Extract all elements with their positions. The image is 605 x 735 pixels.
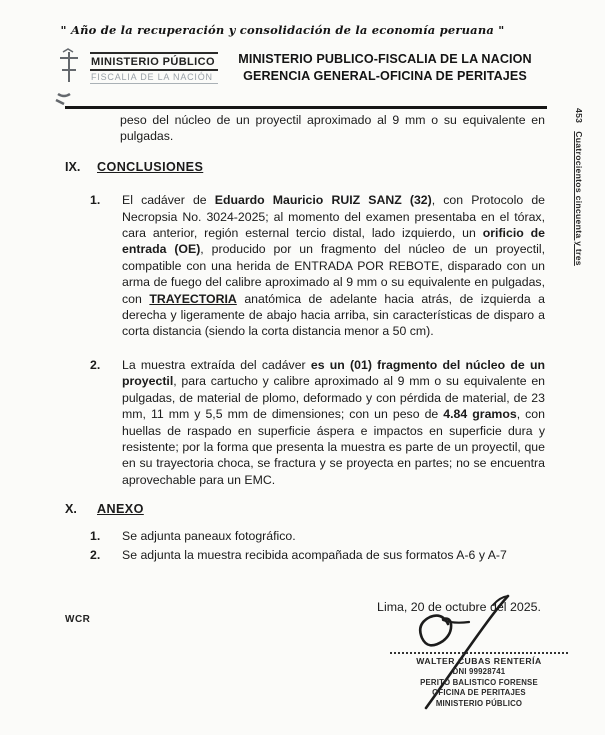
item-text: La muestra extraída del cadáver es un (01) fragmento del núcleo de un proyectil, para cartucho y calibre aproximado al 9 mm o su equivalente en pulgadas, de material de plomo, deformado y con pérdida de material, de 23 mm, 11 mm y 5,5 mm de dimensiones; con un peso de 4.84 gramos, con huellas de raspado en superficie áspera e impactos en superficie dura y resistente; por la forma que presenta la muestra es parte de un proyectil, que en su trayectoria choca, se fractura y se proyecta en partes; no se encuentra aprovechable para un EMC.	[122, 357, 545, 487]
annex-item-1	[65, 528, 545, 544]
year-motto: " Año de la recuperación y consolidación de la economía peruana "	[60, 23, 505, 37]
section-number: X.	[65, 502, 77, 517]
letterhead-line2: GERENCIA GENERAL-OFICINA DE PERITAJES	[243, 69, 527, 83]
item-number: 2.	[90, 547, 101, 562]
folio-number: 453	[574, 108, 584, 124]
section-title: CONCLUSIONES	[97, 159, 204, 174]
signer-role: PERITO BALISTICO FORENSE	[420, 677, 538, 687]
item-text: Se adjunta la muestra recibida acompañada de sus formatos A-6 y A-7	[122, 547, 507, 562]
dateline: Lima, 20 de octubre del 2025.	[377, 600, 541, 615]
carryover-paragraph: peso del núcleo de un proyectil aproximado al 9 mm o su equivalente en pulgadas.	[120, 113, 545, 144]
item-text: El cadáver de Eduardo Mauricio RUIZ SANZ (32), con Protocolo de Necropsia No. 3024-2025; al momento del examen presentaba en el tórax, cara anterior, región esternal tercio distal, lado izquierdo, un orificio de entrada (OE), producido por un fragmento del núcleo de un proyectil, compatible con una herida de ENTRADA POR REBOTE, disparado con un arma de fuego del calibre aproximado al 9 mm o su equivalente en pulgadas, con TRAYECTORIA anatómica de adelante hacia atrás, de izquierda a derecha y ligeramente de abajo hacia arriba, sin características de disparo a corta distancia (siendo la corta distancia menor a 50 cm).	[122, 193, 546, 339]
folio-margin-note	[574, 108, 584, 368]
signer-identity	[388, 652, 570, 709]
item-number: 1.	[90, 528, 101, 543]
letterhead-line1: MINISTERIO PUBLICO-FISCALIA DE LA NACION	[238, 52, 532, 66]
annex-list	[65, 528, 545, 564]
folio-words: Cuatrocientos cincuenta y tres	[574, 131, 584, 266]
item-text: Se adjunta paneaux fotográfico.	[122, 528, 296, 543]
signer-institution: MINISTERIO PÚBLICO	[435, 698, 523, 708]
header-divider	[65, 106, 547, 109]
signer-office: OFICINA DE PERITAJES	[432, 688, 526, 697]
logo-subtitle: FISCALIA DE LA NACIÓN	[90, 71, 218, 84]
letterhead	[222, 51, 548, 85]
initials-wcr: WCR	[65, 614, 91, 625]
item-number: 2.	[90, 357, 101, 372]
ministerio-publico-logo	[52, 48, 86, 113]
document-body	[65, 112, 545, 616]
section-title: ANEXO	[97, 502, 144, 517]
item-number: 1.	[90, 193, 101, 208]
section-conclusiones	[65, 159, 545, 175]
conclusion-item-2	[65, 357, 545, 488]
scales-of-justice-icon	[52, 48, 86, 108]
conclusion-item-1	[65, 192, 545, 340]
logo-text-block	[90, 52, 218, 84]
signer-dni: DNI 99928741	[452, 667, 506, 676]
section-anexo	[65, 501, 545, 517]
logo-title: MINISTERIO PÚBLICO	[90, 52, 218, 71]
signer-name: WALTER CUBAS RENTERÍA	[390, 652, 568, 667]
annex-item-2	[65, 547, 545, 563]
section-number: IX.	[65, 159, 81, 174]
